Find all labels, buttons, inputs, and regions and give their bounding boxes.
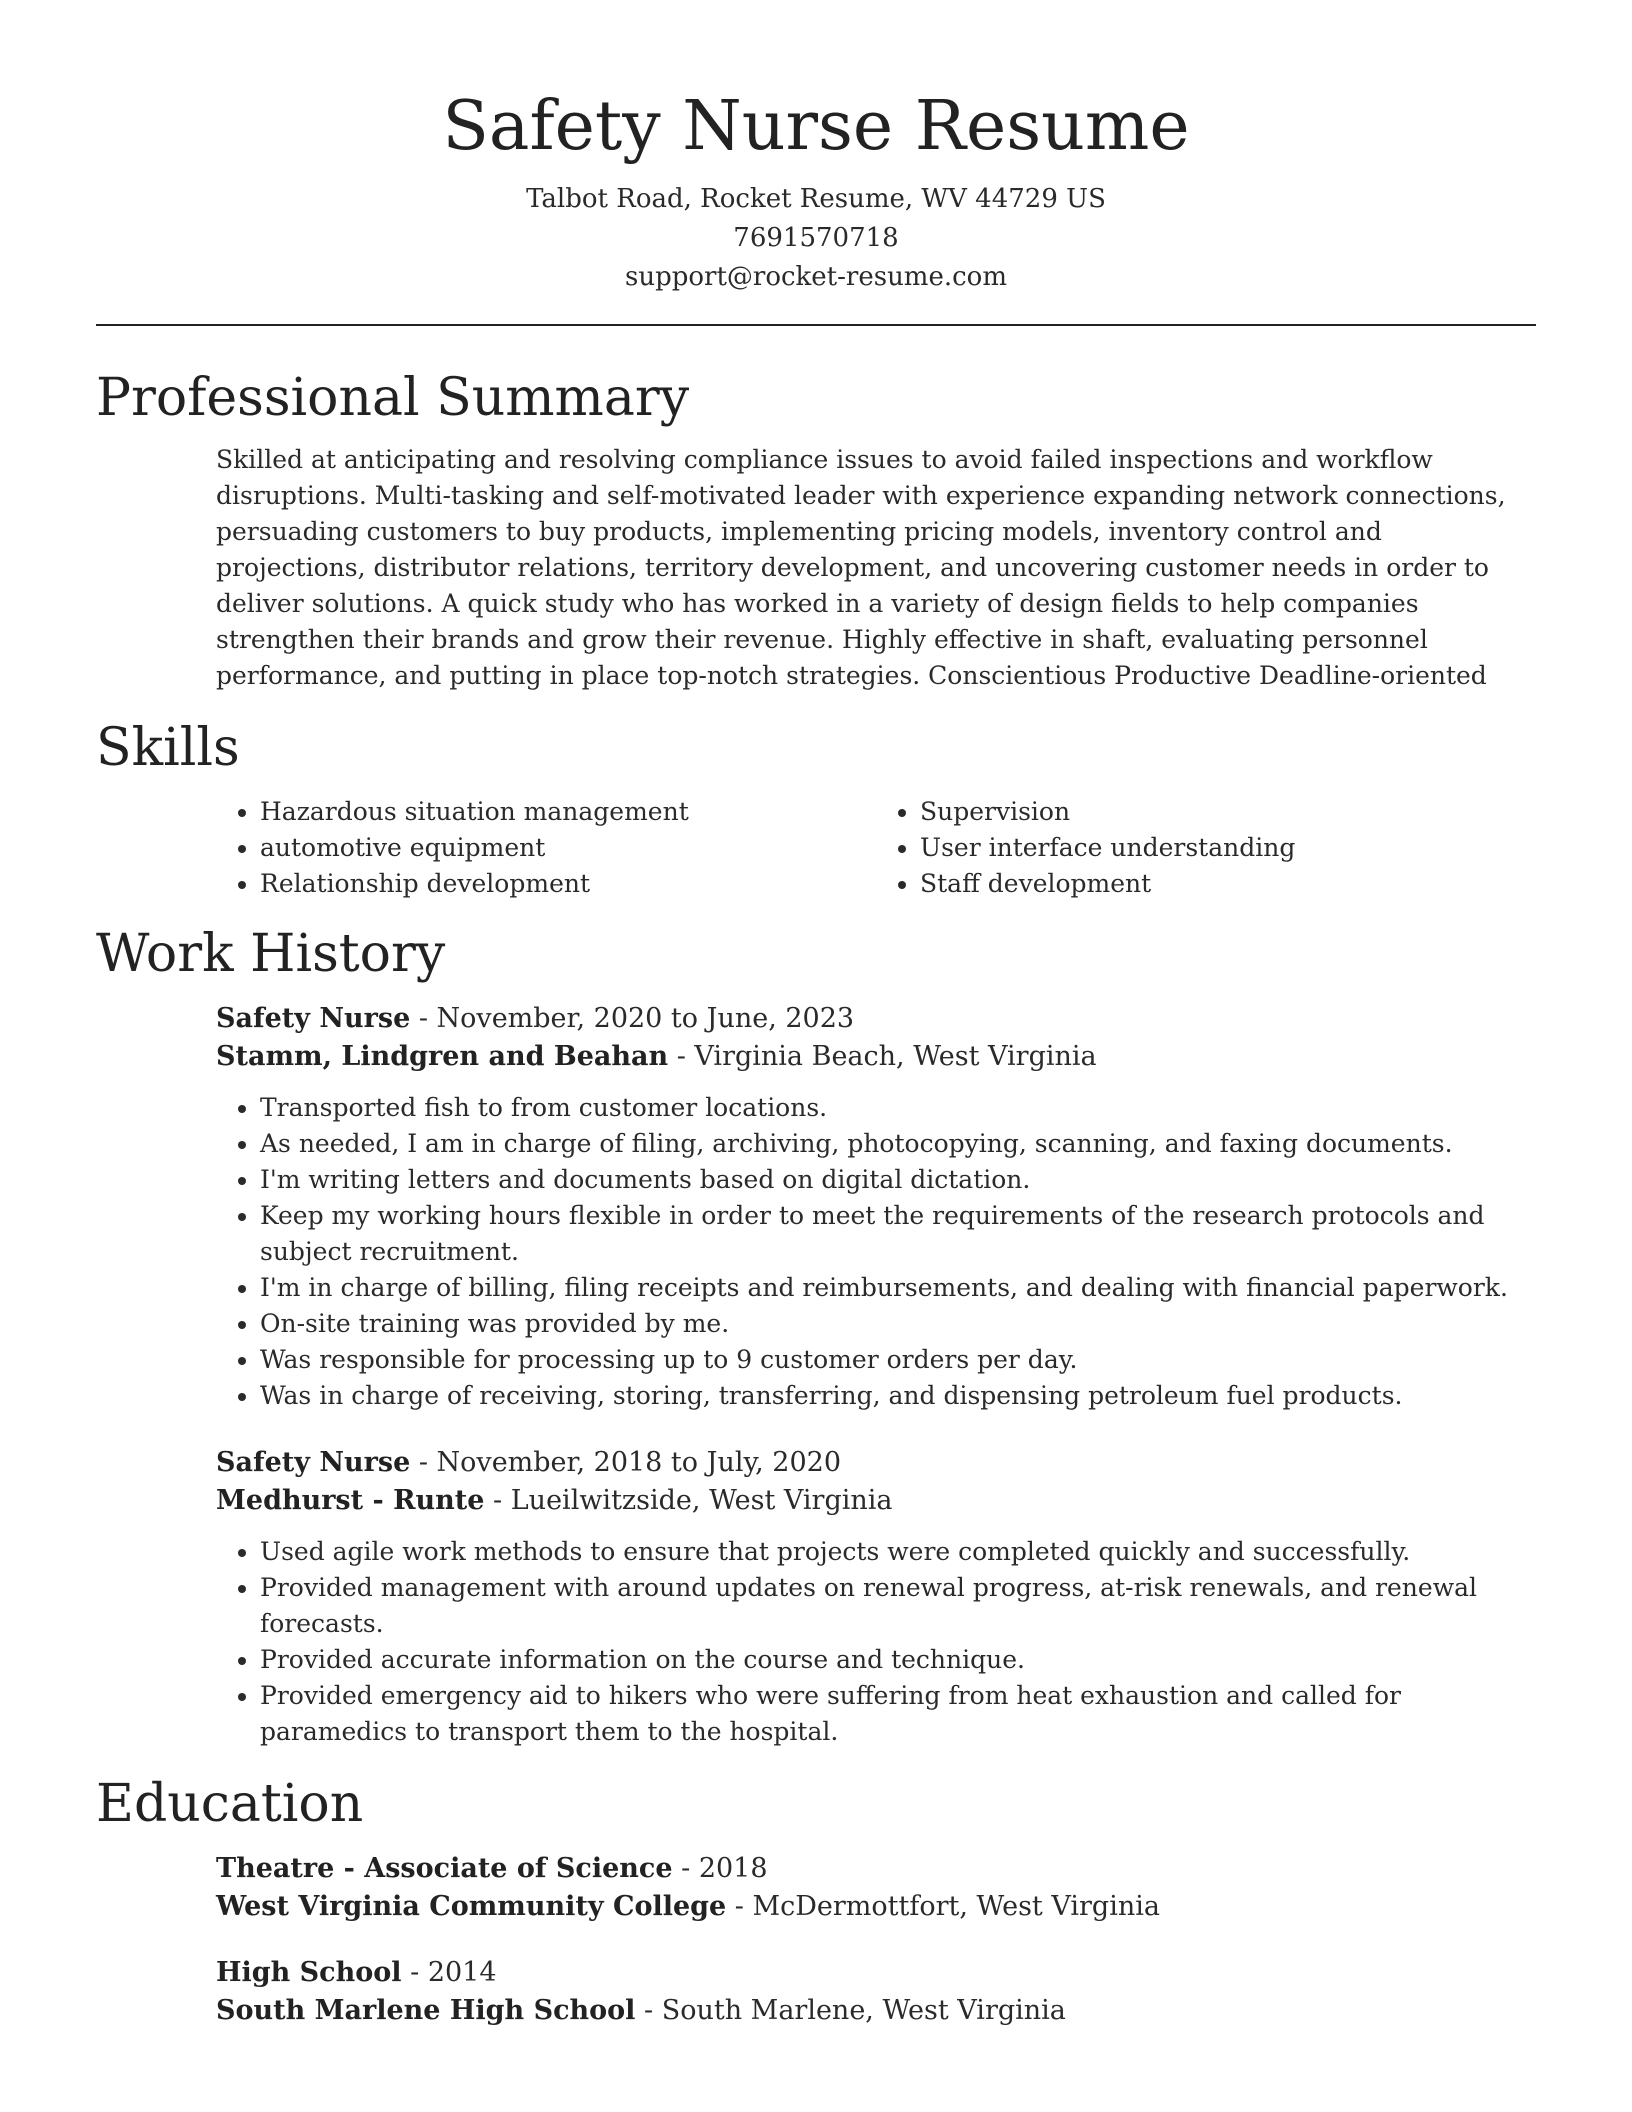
education-degree-line [216, 1954, 1536, 1992]
education-year: - 2014 [401, 1957, 497, 1988]
job-duties-list [216, 1534, 1536, 1750]
job-dates: - November, 2018 to July, 2020 [410, 1447, 842, 1478]
education-school-line [216, 1888, 1536, 1926]
job-location: - Virginia Beach, West Virginia [668, 1041, 1097, 1072]
job-company-line [216, 1038, 1536, 1076]
job-role: Safety Nurse [216, 1447, 411, 1478]
education-school-line [216, 1992, 1536, 2030]
summary-heading: Professional Summary [96, 368, 690, 428]
header-divider [96, 324, 1536, 326]
job-duty: • Transported fish to from customer locations. [260, 1090, 1536, 1126]
skill-item: • Hazardous situation management [260, 794, 876, 830]
job-role: Safety Nurse [216, 1003, 411, 1034]
skills-column-right [876, 794, 1536, 902]
job-dates: - November, 2020 to June, 2023 [410, 1003, 855, 1034]
skill-item: • Staff development [920, 866, 1536, 902]
job-duties-list [216, 1090, 1536, 1414]
job-duty: • Used agile work methods to ensure that projects were completed quickly and successfully. [260, 1534, 1536, 1570]
job-duty: • Provided accurate information on the course and technique. [260, 1642, 1536, 1678]
job-duty: • Keep my working hours flexible in order to meet the requirements of the research protocols and subject recruitment. [260, 1198, 1536, 1270]
skill-item: • Relationship development [260, 866, 876, 902]
education-school: South Marlene High School [216, 1995, 636, 2026]
job-title-line [216, 1444, 1536, 1482]
skill-item: • User interface understanding [920, 830, 1536, 866]
job-location: - Lueilwitzside, West Virginia [484, 1485, 893, 1516]
education-location: - McDermottfort, West Virginia [726, 1891, 1160, 1922]
summary-section [216, 442, 1536, 694]
job-duty: • Provided management with around updates on renewal progress, at-risk renewals, and renewal forecasts. [260, 1570, 1536, 1642]
education-entry [216, 1954, 1536, 2030]
job-company: Stamm, Lindgren and Beahan [216, 1041, 669, 1072]
skill-item: • Supervision [920, 794, 1536, 830]
job-duty: • Was responsible for processing up to 9 customer orders per day. [260, 1342, 1536, 1378]
education-field: High School [216, 1957, 402, 1988]
education-school: West Virginia Community College [216, 1891, 727, 1922]
resume-title: Safety Nurse Resume [442, 87, 1190, 166]
email-address: support@rocket-resume.com [624, 262, 1007, 292]
education-heading: Education [96, 1774, 364, 1834]
job-duty: • I'm in charge of billing, filing receipts and reimbursements, and dealing with financial paperwork. [260, 1270, 1536, 1306]
education-field: Theatre - Associate of Science [216, 1853, 673, 1884]
skill-item: • automotive equipment [260, 830, 876, 866]
skills-column-left [216, 794, 876, 902]
education-year: - 2018 [672, 1853, 768, 1884]
job-duty: • I'm writing letters and documents based on digital dictation. [260, 1162, 1536, 1198]
job-duty: • Provided emergency aid to hikers who were suffering from heat exhaustion and called for paramedics to transport them to the hospital. [260, 1678, 1536, 1750]
education-entry [216, 1850, 1536, 1926]
job-title-line [216, 1000, 1536, 1038]
summary-text: Skilled at anticipating and resolving compliance issues to avoid failed inspections and workflow disruptions. Multi-tasking and self-motivated leader with experience expanding network connections, persuading customers to buy products, implementing pricing models, inventory control and projections, distributor relations, territory development, and uncovering customer needs in order to deliver solutions. A quick study who has worked in a variety of design fields to help companies strengthen their brands and grow their revenue. Highly effective in shaft, evaluating personnel performance, and putting in place top-notch strategies. Conscientious Productive Deadline-oriented [216, 445, 1506, 690]
job-company-line [216, 1482, 1536, 1520]
address: Talbot Road, Rocket Resume, WV 44729 US [526, 184, 1106, 214]
job-entry [216, 1444, 1536, 1750]
resume-header [96, 0, 1536, 297]
education-degree-line [216, 1850, 1536, 1888]
job-duty: • Was in charge of receiving, storing, transferring, and dispensing petroleum fuel products. [260, 1378, 1536, 1414]
job-duty: • As needed, I am in charge of filing, archiving, photocopying, scanning, and faxing documents. [260, 1126, 1536, 1162]
job-entry [216, 1000, 1536, 1414]
skills-list [216, 794, 1536, 902]
work-history-heading: Work History [96, 924, 446, 984]
education-location: - South Marlene, West Virginia [635, 1995, 1066, 2026]
skills-heading: Skills [96, 718, 240, 778]
job-duty: • On-site training was provided by me. [260, 1306, 1536, 1342]
job-company: Medhurst - Runte [216, 1485, 485, 1516]
phone-number: 7691570718 [733, 223, 899, 253]
